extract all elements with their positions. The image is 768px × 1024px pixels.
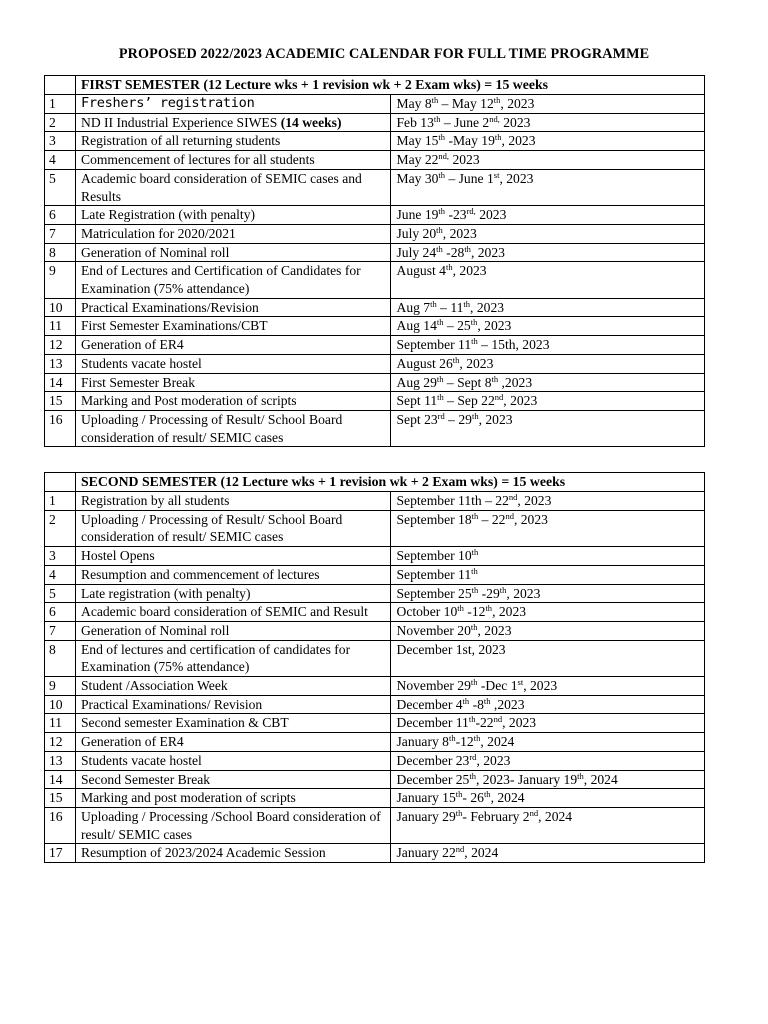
table-row [45,695,705,714]
second-semester-rows [45,492,705,863]
second-semester-header-row [45,473,705,492]
date-cell: July 20th, 2023 [390,224,705,243]
table-row [45,751,705,770]
activity-cell: Second semester Examination & CBT [76,714,391,733]
activity-cell: Student /Association Week [76,677,391,696]
activity-cell: First Semester Break [76,373,391,392]
table-row [45,95,705,114]
second-semester-table [44,472,705,863]
table-row [45,336,705,355]
activity-cell: Late Registration (with penalty) [76,206,391,225]
row-number: 12 [45,733,76,752]
row-number: 4 [45,151,76,170]
table-row [45,547,705,566]
row-number: 7 [45,224,76,243]
table-row [45,510,705,546]
row-number: 11 [45,714,76,733]
row-number: 13 [45,354,76,373]
date-cell: May 30th – June 1st, 2023 [390,169,705,205]
date-cell: November 29th -Dec 1st, 2023 [390,677,705,696]
date-cell: September 11th – 15th, 2023 [390,336,705,355]
table-row [45,298,705,317]
date-cell: September 18th – 22nd, 2023 [390,510,705,546]
table-row [45,770,705,789]
date-cell: Aug 14th – 25th, 2023 [390,317,705,336]
row-number: 14 [45,770,76,789]
second-semester-header: SECOND SEMESTER (12 Lecture wks + 1 revision wk + 2 Exam wks) = 15 weeks [76,473,705,492]
date-cell: Sept 23rd – 29th, 2023 [390,410,705,446]
activity-cell: Generation of ER4 [76,733,391,752]
table-row [45,410,705,446]
table-row [45,354,705,373]
activity-cell: End of Lectures and Certification of Candidates for Examination (75% attendance) [76,262,391,298]
activity-cell: Matriculation for 2020/2021 [76,224,391,243]
date-cell: Aug 29th – Sept 8th ,2023 [390,373,705,392]
activity-cell: Marking and Post moderation of scripts [76,392,391,411]
date-cell: December 23rd, 2023 [390,751,705,770]
row-number: 8 [45,243,76,262]
date-cell: May 15th -May 19th, 2023 [390,132,705,151]
row-number: 10 [45,298,76,317]
table-row [45,206,705,225]
row-number: 15 [45,392,76,411]
table-row [45,565,705,584]
row-number: 17 [45,844,76,863]
date-cell: Sept 11th – Sep 22nd, 2023 [390,392,705,411]
date-cell: July 24th -28th, 2023 [390,243,705,262]
row-number: 6 [45,206,76,225]
table-row [45,262,705,298]
row-number: 14 [45,373,76,392]
activity-cell: Resumption and commencement of lectures [76,565,391,584]
header-number-cell [45,76,76,95]
activity-cell: Generation of Nominal roll [76,243,391,262]
row-number: 2 [45,510,76,546]
row-number: 1 [45,492,76,511]
date-cell: August 26th, 2023 [390,354,705,373]
row-number: 12 [45,336,76,355]
table-row [45,113,705,132]
activity-cell: Students vacate hostel [76,751,391,770]
activity-cell: First Semester Examinations/CBT [76,317,391,336]
table-row [45,677,705,696]
activity-cell: Uploading / Processing /School Board consideration of result/ SEMIC cases [76,807,391,843]
table-row [45,132,705,151]
date-cell: January 22nd, 2024 [390,844,705,863]
date-cell: December 11th-22nd, 2023 [390,714,705,733]
table-row [45,714,705,733]
date-cell: October 10th -12th, 2023 [390,603,705,622]
activity-cell: Registration of all returning students [76,132,391,151]
row-number: 10 [45,695,76,714]
row-number: 9 [45,677,76,696]
activity-cell: Academic board consideration of SEMIC cases and Results [76,169,391,205]
date-cell: May 8th – May 12th, 2023 [390,95,705,114]
table-row [45,733,705,752]
activity-cell: Marking and post moderation of scripts [76,789,391,808]
table-row [45,584,705,603]
table-row [45,621,705,640]
table-row [45,844,705,863]
table-row [45,169,705,205]
row-number: 13 [45,751,76,770]
date-cell: January 29th- February 2nd, 2024 [390,807,705,843]
date-cell: September 25th -29th, 2023 [390,584,705,603]
table-row [45,492,705,511]
table-row [45,151,705,170]
activity-cell: Second Semester Break [76,770,391,789]
activity-cell: Generation of Nominal roll [76,621,391,640]
row-number: 2 [45,113,76,132]
first-semester-rows [45,95,705,447]
activity-cell: Freshers’ registration [76,95,391,114]
row-number: 3 [45,132,76,151]
row-number: 11 [45,317,76,336]
date-cell: May $22^{nd,}$ 2023 [390,151,705,170]
row-number: 7 [45,621,76,640]
date-cell: January 15th- 26th, 2024 [390,789,705,808]
date-cell: August 4th, 2023 [390,262,705,298]
activity-cell: Resumption of 2023/2024 Academic Session [76,844,391,863]
document-title: PROPOSED 2022/2023 ACADEMIC CALENDAR FOR FULL TIME PROGRAMME [118,46,650,62]
date-cell: January 8th-12th, 2024 [390,733,705,752]
table-row [45,224,705,243]
table-row [45,603,705,622]
activity-cell: Students vacate hostel [76,354,391,373]
date-cell: June 19th $-23^{rd,}$ 2023 [390,206,705,225]
activity-cell: Practical Examinations/ Revision [76,695,391,714]
table-row [45,807,705,843]
activity-cell: Hostel Opens [76,547,391,566]
row-number: 15 [45,789,76,808]
activity-cell: End of lectures and certification of candidates for Examination (75% attendance) [76,640,391,676]
activity-cell: Practical Examinations/Revision [76,298,391,317]
table-row [45,640,705,676]
row-number: 1 [45,95,76,114]
first-semester-table [44,75,705,447]
table-row [45,317,705,336]
row-number: 5 [45,584,76,603]
row-number: 6 [45,603,76,622]
date-cell: December 25th, 2023- January 19th, 2024 [390,770,705,789]
row-number: 9 [45,262,76,298]
activity-cell: Uploading / Processing of Result/ School Board consideration of result/ SEMIC cases [76,410,391,446]
activity-cell: Uploading / Processing of Result/ School Board consideration of result/ SEMIC cases [76,510,391,546]
table-row [45,789,705,808]
date-cell: November 20th, 2023 [390,621,705,640]
first-semester-header-row [45,76,705,95]
date-cell: September 11th – 22nd, 2023 [390,492,705,511]
activity-cell: ND II Industrial Experience SIWES (14 weeks) [76,113,391,132]
date-cell: Feb 13th – June $2^{nd,}$ 2023 [390,113,705,132]
activity-cell: Academic board consideration of SEMIC and Result [76,603,391,622]
row-number: 16 [45,410,76,446]
row-number: 8 [45,640,76,676]
date-cell: Aug 7th – 11th, 2023 [390,298,705,317]
row-number: 4 [45,565,76,584]
date-cell: September 11th [390,565,705,584]
activity-cell: Registration by all students [76,492,391,511]
row-number: 3 [45,547,76,566]
row-number: 5 [45,169,76,205]
row-number: 16 [45,807,76,843]
table-row [45,243,705,262]
activity-cell: Generation of ER4 [76,336,391,355]
table-row [45,373,705,392]
date-cell: December 4th -8th ,2023 [390,695,705,714]
header-number-cell [45,473,76,492]
activity-cell: Late registration (with penalty) [76,584,391,603]
date-cell: December 1st, 2023 [390,640,705,676]
date-cell: September 10th [390,547,705,566]
table-row [45,392,705,411]
activity-cell: Commencement of lectures for all students [76,151,391,170]
first-semester-header: FIRST SEMESTER (12 Lecture wks + 1 revision wk + 2 Exam wks) = 15 weeks [76,76,705,95]
